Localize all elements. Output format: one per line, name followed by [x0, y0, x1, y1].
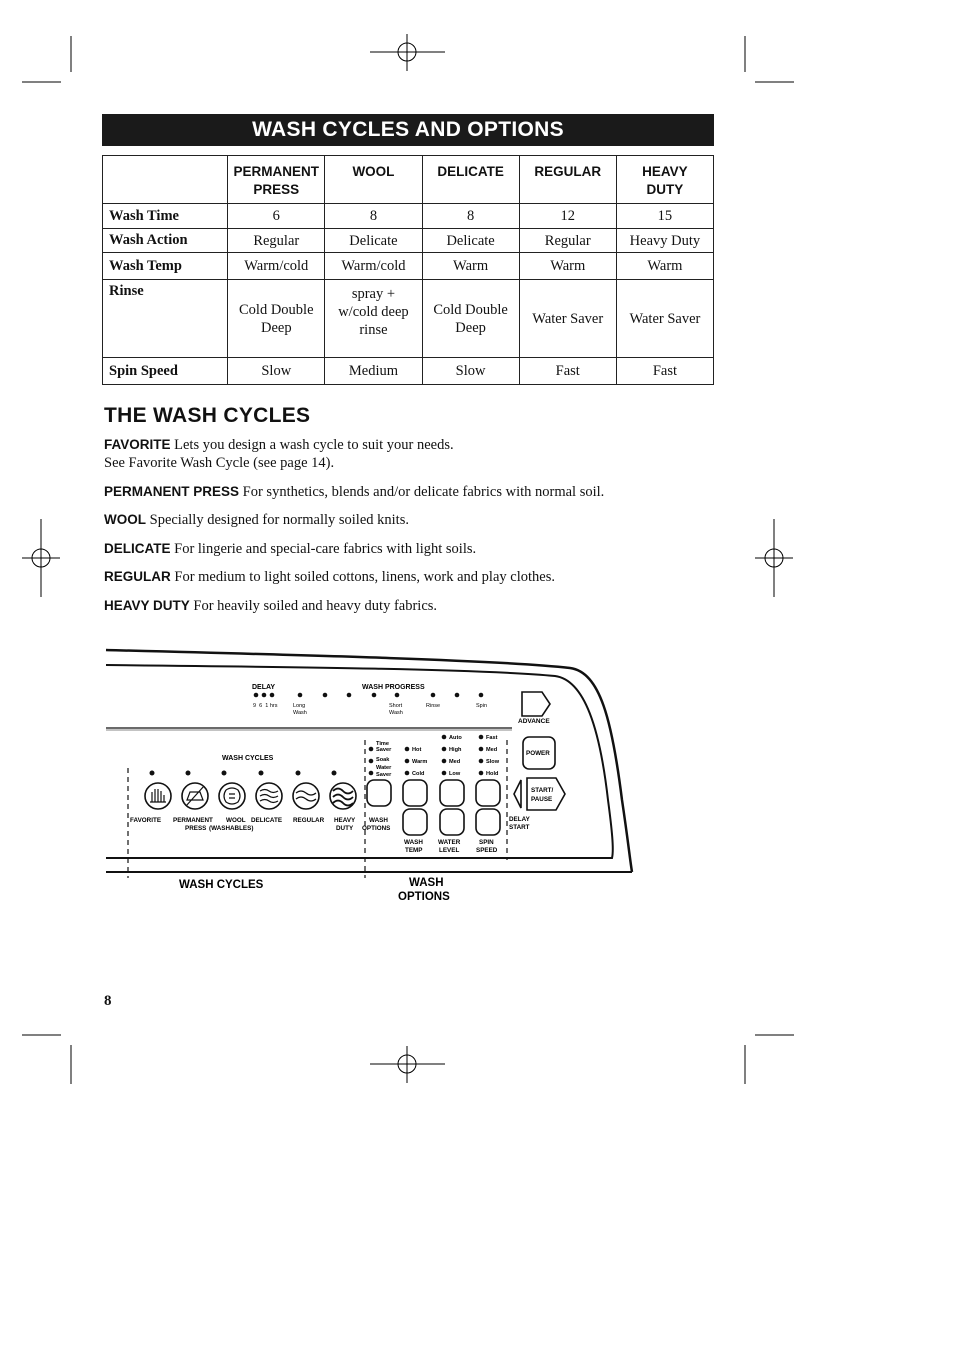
table-row [103, 204, 714, 229]
term: FAVORITE [104, 437, 171, 452]
table-row [103, 253, 714, 280]
wash-cycles-heading: WASH CYCLES [222, 755, 274, 762]
description-line2: See Favorite Wash Cycle (see page 14). [104, 455, 335, 471]
delicate-label: DELICATE [251, 817, 283, 824]
callout-wash-options: OPTIONS [398, 891, 450, 903]
table-row [103, 229, 714, 253]
col-header: DELICATE [422, 156, 519, 204]
callout-wash-options: WASH [409, 877, 444, 889]
col-header: WOOL [325, 156, 422, 204]
description: For synthetics, blends and/or delicate fabrics with normal soil. [239, 484, 605, 500]
level-option-auto: Auto [449, 735, 462, 741]
paragraph-permanent-press [104, 483, 604, 501]
temp-option-warm: Warm [412, 759, 428, 765]
callout-wash-cycles: WASH CYCLES [179, 879, 264, 891]
row-label: Rinse [103, 280, 228, 358]
wash-cycles-table [102, 155, 714, 385]
temp-option-hot: Hot [412, 747, 422, 753]
start-pause-button[interactable] [527, 778, 565, 810]
col-header: HEAVY DUTY [616, 156, 713, 204]
table-cell: Fast [519, 358, 616, 385]
description: Specially designed for normally soiled knits. [146, 512, 409, 528]
row-label: Wash Time [103, 204, 228, 229]
water-saver-label: Water [376, 765, 392, 771]
delay-start-label: START [509, 824, 530, 831]
row-label: Spin Speed [103, 358, 228, 385]
table-cell: 6 [228, 204, 325, 229]
table-cell: Water Saver [616, 280, 713, 358]
section-title: THE WASH CYCLES [104, 404, 311, 427]
term: DELICATE [104, 541, 171, 556]
page-number: 8 [104, 993, 112, 1009]
spin-speed-up-button[interactable] [476, 780, 500, 806]
advance-button[interactable] [522, 692, 550, 716]
start-pause-label: START/ [531, 787, 554, 794]
table-cell: Regular [228, 229, 325, 253]
wash-options-label: WASH [369, 817, 388, 824]
table-cell: spray + w/cold deep rinse [325, 280, 422, 358]
long-wash-label: Long [293, 703, 306, 709]
soak-label: Soak [376, 757, 390, 763]
table-cell: Warm/cold [228, 253, 325, 280]
washables-label: (WASHABLES) [209, 825, 254, 832]
wash-options-label: OPTIONS [362, 825, 391, 832]
permanent-press-label: PERMANENT [173, 817, 213, 824]
table-cell: Water Saver [519, 280, 616, 358]
regular-button[interactable] [293, 783, 319, 809]
wash-options-button[interactable] [367, 780, 391, 806]
short-wash-label: Short [389, 703, 403, 709]
term: HEAVY DUTY [104, 598, 190, 613]
table-cell: Delicate [422, 229, 519, 253]
spin-label: Spin [476, 703, 488, 709]
start-pause-label: PAUSE [531, 796, 553, 803]
table-cell: Delicate [325, 229, 422, 253]
control-panel-diagram [0, 630, 954, 920]
advance-label: ADVANCE [518, 718, 550, 725]
table-row [103, 280, 714, 358]
paragraph-regular [104, 568, 555, 586]
term: REGULAR [104, 569, 171, 584]
long-wash-label: Wash [293, 710, 307, 716]
col-header: REGULAR [519, 156, 616, 204]
table-cell: Slow [228, 358, 325, 385]
delay-label: DELAY [252, 684, 276, 691]
delay-hours-label: 9 6 1 hrs [253, 703, 278, 709]
section-banner: WASH CYCLES AND OPTIONS [102, 114, 714, 146]
water-level-label: WATER [438, 839, 461, 846]
level-option-low: Low [449, 771, 461, 777]
water-level-label: LEVEL [439, 847, 460, 854]
spin-speed-label: SPEED [476, 847, 498, 854]
paragraph-wool [104, 511, 409, 529]
wash-temp-down-button[interactable] [403, 809, 427, 835]
temp-option-cold: Cold [412, 771, 425, 777]
description: For medium to light soiled cottons, linens, work and play clothes. [170, 569, 555, 585]
table-cell: Cold Double Deep [422, 280, 519, 358]
term: PERMANENT PRESS [104, 484, 240, 499]
rinse-label: Rinse [426, 703, 441, 709]
table-cell: Warm [422, 253, 519, 280]
description: For heavily soiled and heavy duty fabrics. [189, 598, 438, 614]
level-option-high: High [449, 747, 462, 753]
spin-option-hold: Hold [486, 771, 499, 777]
spin-speed-label: SPIN [479, 839, 494, 846]
table-cell: Medium [325, 358, 422, 385]
col-header: PERMANENT PRESS [228, 156, 325, 204]
wool-button[interactable] [219, 783, 245, 809]
spin-speed-down-button[interactable] [476, 809, 500, 835]
time-saver-label: Time [376, 741, 389, 747]
heavy-duty-label: DUTY [336, 825, 354, 832]
permanent-press-label: PRESS [185, 825, 207, 832]
favorite-label: FAVORITE [130, 817, 162, 824]
row-label: Wash Temp [103, 253, 228, 280]
table-cell: Warm [616, 253, 713, 280]
table-row [103, 358, 714, 385]
level-option-med: Med [449, 759, 461, 765]
cycle-leds [150, 771, 337, 776]
table-cell: Warm/cold [325, 253, 422, 280]
table-cell: 12 [519, 204, 616, 229]
table-cell: Warm [519, 253, 616, 280]
wash-progress-label: WASH PROGRESS [362, 684, 425, 691]
power-label: POWER [526, 750, 550, 757]
term: WOOL [104, 512, 146, 527]
description: For lingerie and special-care fabrics with light soils. [170, 541, 477, 557]
wool-label: WOOL [226, 817, 246, 824]
table-header-row [103, 156, 714, 204]
table-cell: 8 [325, 204, 422, 229]
water-level-down-button[interactable] [440, 809, 464, 835]
spin-option-slow: Slow [486, 759, 500, 765]
delay-leds [254, 693, 484, 698]
paragraph-favorite [104, 436, 454, 472]
wash-temp-label: TEMP [405, 847, 423, 854]
spin-option-fast: Fast [486, 735, 498, 741]
paragraph-heavy-duty [104, 597, 437, 615]
table-cell: Slow [422, 358, 519, 385]
delay-start-label: DELAY [509, 816, 530, 823]
table-cell: Regular [519, 229, 616, 253]
table-cell: 8 [422, 204, 519, 229]
heavy-duty-label: HEAVY [334, 817, 356, 824]
water-saver-label: Saver [376, 772, 392, 778]
table-cell: Fast [616, 358, 713, 385]
time-saver-label: Saver [376, 747, 392, 753]
row-label: Wash Action [103, 229, 228, 253]
regular-label: REGULAR [293, 817, 325, 824]
table-cell: Heavy Duty [616, 229, 713, 253]
table-header-blank [103, 156, 228, 204]
paragraph-delicate [104, 540, 476, 558]
wash-temp-up-button[interactable] [403, 780, 427, 806]
water-level-up-button[interactable] [440, 780, 464, 806]
table-cell: 15 [616, 204, 713, 229]
wash-temp-label: WASH [404, 839, 423, 846]
description: Lets you design a wash cycle to suit your needs. [170, 437, 454, 453]
delay-start-button[interactable] [514, 780, 521, 808]
spin-option-med: Med [486, 747, 498, 753]
table-cell: Cold Double Deep [228, 280, 325, 358]
short-wash-label: Wash [389, 710, 403, 716]
